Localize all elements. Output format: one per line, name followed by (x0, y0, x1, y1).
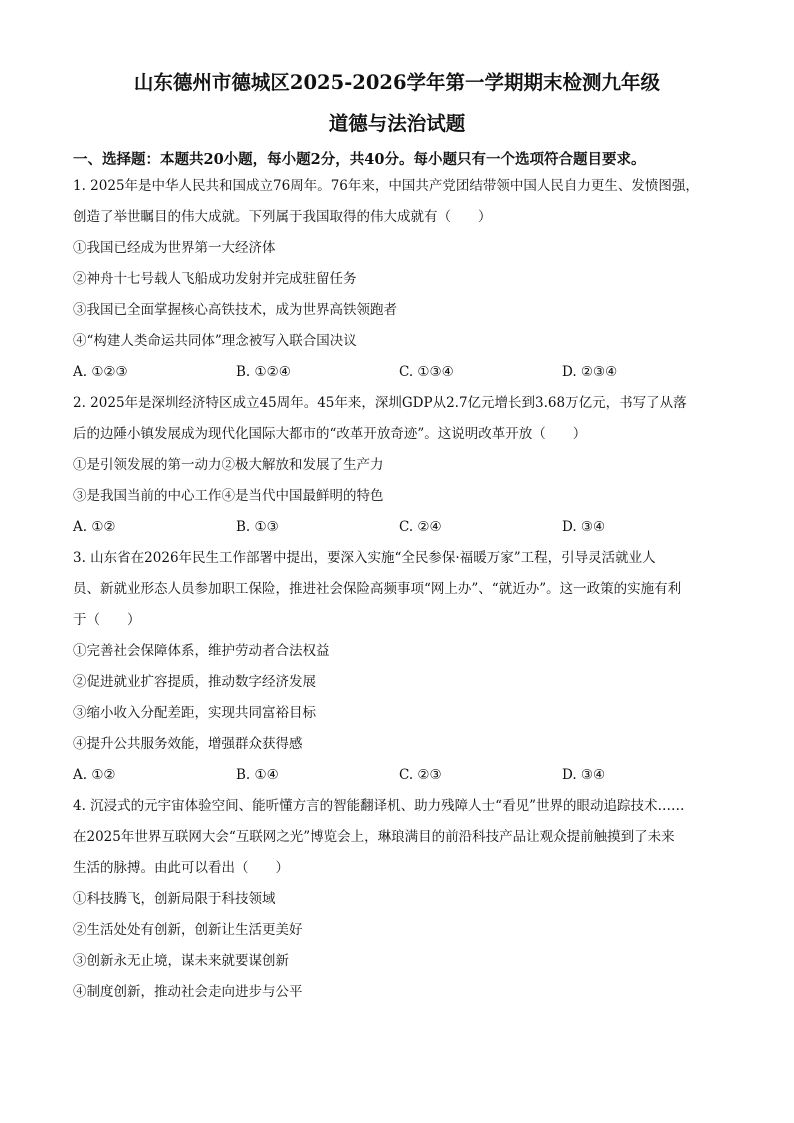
option-c[interactable]: C. ①③④ (399, 364, 454, 380)
question-3 (73, 543, 721, 791)
statement: ①我国已经成为世界第一大经济体 (73, 240, 276, 256)
answer-options (73, 760, 721, 791)
option-d[interactable]: D. ③④ (562, 519, 606, 535)
statement: ③是我国当前的中心工作④是当代中国最鲜明的特色 (73, 488, 384, 504)
question-stem-line: 1. 2025年是中华人民共和国成立76周年。76年来，中国共产党团结带领中国人民自力更生、发愤图强， (73, 178, 699, 194)
option-a[interactable]: A. ①② (73, 767, 116, 783)
answer-options (73, 512, 721, 543)
statement: ①是引领发展的第一动力②极大解放和发展了生产力 (73, 457, 384, 473)
question-stem-line: 4. 沉浸式的元宇宙体验空间、能听懂方言的智能翻译机、助力残障人士“看见”世界的眼动追踪技术…… (73, 798, 685, 814)
option-c[interactable]: C. ②③ (399, 767, 442, 783)
option-a[interactable]: A. ①② (73, 519, 116, 535)
statement: ③我国已全面掌握核心高铁技术，成为世界高铁领跑者 (73, 302, 397, 318)
question-2 (73, 388, 721, 543)
statement: ②生活处处有创新，创新让生活更美好 (73, 922, 303, 938)
exam-title: 山东德州市德城区2025-2026学年第一学期期末检测九年级 (133, 71, 661, 94)
statement: ③缩小收入分配差距，实现共同富裕目标 (73, 705, 316, 721)
statement: ④制度创新，推动社会走向进步与公平 (73, 984, 303, 1000)
statement: ①科技腾飞，创新局限于科技领域 (73, 891, 276, 907)
option-b[interactable]: B. ①②④ (236, 364, 291, 380)
question-stem-line: 2. 2025年是深圳经济特区成立45周年。45年来，深圳GDP从2.7亿元增长到3.68万亿元，书写了从落 (73, 395, 687, 411)
question-stem-line: 于（ ） (73, 612, 141, 628)
section-heading: 一、选择题：本题共20小题，每小题2分，共40分。每小题只有一个选项符合题目要求。 (73, 151, 646, 168)
question-stem-line: 后的边陲小镇发展成为现代化国际大都市的“改革开放奇迹”。这说明改革开放（ ） (73, 426, 587, 442)
question-stem-line: 创造了举世瞩目的伟大成就。下列属于我国取得的伟大成就有（ ） (73, 209, 492, 225)
statement: ①完善社会保障体系，维护劳动者合法权益 (73, 643, 330, 659)
statement: ④提升公共服务效能，增强群众获得感 (73, 736, 303, 752)
option-a[interactable]: A. ①②③ (73, 364, 128, 380)
question-stem-line: 3. 山东省在2026年民生工作部署中提出，要深入实施“全民参保·福暖万家”工程，引导灵活就业人 (73, 550, 656, 566)
option-b[interactable]: B. ①③ (236, 519, 279, 535)
exam-subject: 道德与法治试题 (328, 112, 466, 135)
statement: ②神舟十七号载人飞船成功发射并完成驻留任务 (73, 271, 357, 287)
question-stem-line: 在2025年世界互联网大会“互联网之光”博览会上，琳琅满目的前沿科技产品让观众提前触摸到了未来 (73, 829, 675, 845)
question-stem-line: 员、新就业形态人员参加职工保险，推进社会保险高频事项“网上办”、“就近办”。这一政策的实施有利 (73, 581, 682, 597)
option-d[interactable]: D. ②③④ (562, 364, 618, 380)
option-d[interactable]: D. ③④ (562, 767, 606, 783)
option-c[interactable]: C. ②④ (399, 519, 442, 535)
question-stem-line: 生活的脉搏。由此可以看出（ ） (73, 860, 289, 876)
statement: ②促进就业扩容提质，推动数字经济发展 (73, 674, 316, 690)
option-b[interactable]: B. ①④ (236, 767, 279, 783)
statement: ④“构建人类命运共同体”理念被写入联合国决议 (73, 333, 357, 349)
statement: ③创新永无止境，谋未来就要谋创新 (73, 953, 289, 969)
question-4 (73, 791, 721, 1008)
answer-options (73, 357, 721, 388)
question-1 (73, 171, 721, 388)
